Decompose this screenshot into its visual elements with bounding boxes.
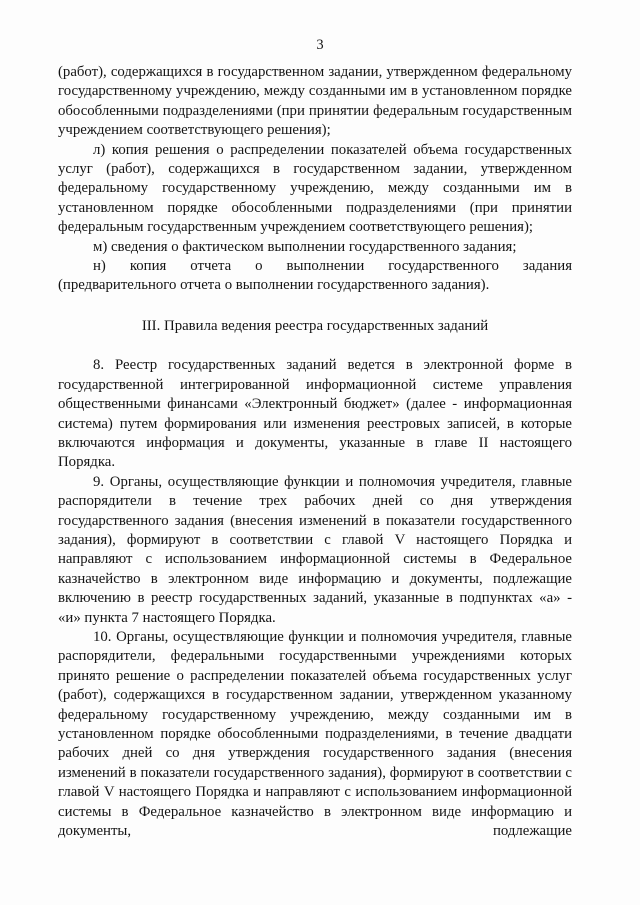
paragraph-item-n: н) копия отчета о выполнении государственного задания (предварительного отчета о выполнении государственного задания). [58, 258, 572, 294]
page-number: 3 [316, 37, 324, 53]
paragraph-9: 9. Органы, осуществляющие функции и полномочия учредителя, главные распорядители в течение трех рабочих дней со дня утверждения государственного задания (внесения изменений в показатели государственного задания), формируют в соответствии с главой V настоящего Порядка и направляют с использованием информационной системы в Федеральное казначейство в электронном виде информацию и документы, подлежащие включению в реестр государственных заданий, указанные в подпунктах «а» - «и» пункта 7 настоящего Порядка. [58, 473, 572, 626]
paragraph-8: 8. Реестр государственных заданий ведется в электронной форме в государственной интегрированной информационной системе управления общественными финансами «Электронный бюджет» (далее - информационная система) путем формирования или изменения реестровых записей, в которые включаются информация и документы, указанные в главе II настоящего Порядка. [58, 357, 572, 471]
paragraph-continuation: (работ), содержащихся в государственном задании, утвержденном федеральному государственному учреждению, между созданными им в установленном порядке обособленными подразделениями (при принятии федеральным государственным учреждением соответствующего решения); [58, 64, 572, 139]
paragraph-item-l: л) копия решения о распределении показателей объема государственных услуг (работ), содержащихся в государственном задании, утвержденном федеральному государственному учреждению, между созданными им в установленном порядке обособленными подразделениями (при принятии федеральным государственным учреждением соответствующего решения); [58, 141, 572, 236]
paragraph-10: 10. Органы, осуществляющие функции и полномочия учредителя, главные распорядители, федеральными государственными учреждениями которых принято решение о распределении показателей объема государственных услуг (работ), содержащихся в государственном задании, утвержденном указанному федеральному государственному учреждению, между созданными им в установленном порядке обособленными подразделениями, в течение двадцати рабочих дней со дня утверждения государственного задания (внесения изменений в показатели государственного задания), формируют в соответствии с главой V настоящего Порядка и направляют с использованием информационной системы в Федеральное казначейство в электронном виде информацию и документы, подлежащие [58, 628, 572, 840]
paragraph-item-m: м) сведения о фактическом выполнении государственного задания; [93, 238, 517, 255]
document-body [58, 63, 572, 841]
section-heading: III. Правила ведения реестра государственных заданий [141, 317, 489, 334]
